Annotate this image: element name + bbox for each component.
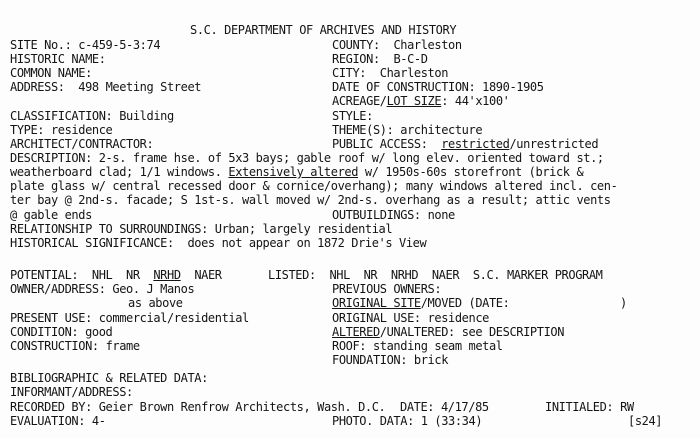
original-site-close: ) <box>620 296 627 310</box>
roof-value: standing seam metal <box>372 339 503 353</box>
present-use-row <box>10 311 249 325</box>
public-access-row <box>332 137 598 151</box>
condition-value: good <box>85 325 113 339</box>
historical-significance-row <box>10 236 426 250</box>
condition-row <box>10 325 112 339</box>
site-no-label: SITE No.: <box>10 38 72 52</box>
unaltered-label: /UNALTERED: <box>379 325 455 339</box>
informant-label: INFORMANT/ADDRESS: <box>10 385 133 399</box>
relationship-row <box>10 222 392 236</box>
sheet-ref: [s24] <box>628 414 663 428</box>
description-line-2a: weatherboard clad; 1/1 windows. <box>10 165 229 179</box>
relationship-value: Urban; largely residential <box>214 222 393 236</box>
listed-naer: NAER <box>431 268 460 282</box>
altered-value: see DESCRIPTION <box>461 325 565 339</box>
potential-nr: NR <box>126 268 140 282</box>
listed-nrhd: NRHD <box>390 268 419 282</box>
common-name-label: COMMON NAME: <box>10 66 92 80</box>
historical-significance-label: HISTORICAL SIGNIFICANCE: <box>10 236 174 250</box>
description-line-2 <box>10 165 583 179</box>
historic-name-label: HISTORIC NAME: <box>10 52 106 66</box>
evaluation-row <box>10 414 106 428</box>
owner-value-2: as above <box>128 296 183 310</box>
owner-row <box>10 282 194 296</box>
foundation-row <box>332 353 448 367</box>
date-construction-row <box>332 80 544 94</box>
date-construction-label: DATE OF CONSTRUCTION: <box>332 80 476 94</box>
present-use-label: PRESENT USE: <box>10 311 92 325</box>
architect-label: ARCHITECT/CONTRACTOR: <box>10 137 154 151</box>
owner-label: OWNER/ADDRESS: <box>10 282 106 296</box>
potential-row <box>10 268 222 282</box>
city-row <box>332 66 448 80</box>
bibliographic-label: BIBLIOGRAPHIC & RELATED DATA: <box>10 371 208 385</box>
themes-label: THEME(S): <box>332 123 394 137</box>
type-label: TYPE: <box>10 123 45 137</box>
altered-label: ALTERED <box>332 325 380 339</box>
themes-value: architecture <box>400 123 483 137</box>
owner-value: Geo. J Manos <box>112 282 195 296</box>
listed-nhl: NHL <box>329 268 350 282</box>
description-line-5: @ gable ends <box>10 208 92 222</box>
foundation-value: brick <box>413 353 449 367</box>
construction-value: frame <box>105 339 140 353</box>
initialed-label: INITIALED: <box>545 400 614 414</box>
acreage-label: ACREAGE/ <box>332 94 387 108</box>
date-value: 4/17/85 <box>440 400 489 414</box>
public-access-label: PUBLIC ACCESS: <box>332 137 428 151</box>
historical-significance-value: does not appear on 1872 Drie's View <box>187 236 427 250</box>
lot-size-label: LOT SIZE <box>386 94 442 108</box>
recorded-by-value: Geier Brown Renfrow Architects, Wash. D.C. <box>98 400 386 414</box>
region-value: B-C-D <box>393 52 428 66</box>
city-value: Charleston <box>379 66 449 80</box>
listed-nr: NR <box>363 268 378 282</box>
region-label: REGION: <box>332 52 380 66</box>
themes-row <box>332 123 482 137</box>
potential-nrhd: NRHD <box>153 268 181 282</box>
evaluation-label: EVALUATION: <box>10 414 86 428</box>
county-row <box>332 38 462 52</box>
listed-row <box>268 268 603 282</box>
type-value: residence <box>50 123 113 137</box>
original-use-label: ORIGINAL USE: <box>332 311 421 325</box>
county-label: COUNTY: <box>332 38 380 52</box>
classification-label: CLASSIFICATION: <box>10 109 113 123</box>
date-construction-value: 1890-1905 <box>482 80 544 94</box>
classification-value: Building <box>119 109 174 123</box>
address-label: ADDRESS: <box>10 80 65 94</box>
acreage-colon: : <box>441 94 449 108</box>
address-row <box>10 80 201 94</box>
potential-nhl: NHL <box>91 268 113 282</box>
initialed-row <box>545 400 634 414</box>
construction-label: CONSTRUCTION: <box>10 339 99 353</box>
original-use-row <box>332 311 489 325</box>
recorded-by-label: RECORDED BY: <box>10 400 92 414</box>
address-value: 498 Meeting Street <box>78 80 202 94</box>
county-value: Charleston <box>393 38 462 52</box>
original-site-label: ORIGINAL SITE <box>332 296 421 310</box>
relationship-label: RELATIONSHIP TO SURROUNDINGS: <box>10 222 208 236</box>
photo-data-label: PHOTO. DATA: <box>332 414 414 428</box>
extensively-altered: Extensively altered <box>228 165 359 179</box>
construction-row <box>10 339 140 353</box>
condition-label: CONDITION: <box>10 325 79 339</box>
outbuildings-value: none <box>427 208 455 222</box>
potential-naer: NAER <box>194 268 222 282</box>
listed-label: LISTED: <box>268 268 316 282</box>
description-line-2c: w/ 1950s-60s storefront (brick & <box>358 165 584 179</box>
roof-row <box>332 339 503 353</box>
listed-marker-program: S.C. MARKER PROGRAM <box>472 268 603 282</box>
date-row <box>400 400 489 414</box>
type-row <box>10 123 112 137</box>
public-access-rest: /unrestricted <box>509 137 599 151</box>
previous-owners-label: PREVIOUS OWNERS: <box>332 282 442 296</box>
acreage-row <box>332 94 509 108</box>
foundation-label: FOUNDATION: <box>332 353 408 367</box>
region-row <box>332 52 428 66</box>
outbuildings-label: OUTBUILDINGS: <box>332 208 421 222</box>
outbuildings-row <box>332 208 455 222</box>
recorded-by-row <box>10 400 385 414</box>
date-label: DATE: <box>400 400 435 414</box>
acreage-value: 44'x100' <box>454 94 510 108</box>
classification-row <box>10 109 174 123</box>
potential-label: POTENTIAL: <box>10 268 79 282</box>
initialed-value: RW <box>620 400 634 414</box>
altered-row <box>332 325 564 339</box>
original-use-value: residence <box>427 311 489 325</box>
style-label: STYLE: <box>332 109 373 123</box>
original-site-row <box>332 296 509 310</box>
description-line-3: plate glass w/ central recessed door & cornice/overhang); many windows altered incl. cen- <box>10 179 618 193</box>
evaluation-value: 4- <box>91 414 106 428</box>
roof-label: ROOF: <box>332 339 367 353</box>
moved-date-label: /MOVED (DATE: <box>420 296 510 310</box>
description-line-4: ter bay @ 2nd-s. facade; S 1st-s. wall moved w/ 2nd-s. overhang as a result; attic vents <box>10 193 611 207</box>
site-no-row <box>10 38 160 52</box>
present-use-value: commercial/residential <box>98 311 249 325</box>
city-label: CITY: <box>332 66 367 80</box>
photo-data-value: 1 (33:34) <box>420 414 483 428</box>
site-no-value: c-459-5-3:74 <box>78 38 161 52</box>
card-header: S.C. DEPARTMENT OF ARCHIVES AND HISTORY <box>190 23 457 37</box>
public-access-selected: restricted <box>441 137 510 151</box>
photo-data-row <box>332 414 482 428</box>
description-line-1: DESCRIPTION: 2-s. frame hse. of 5x3 bays; gable roof w/ long elev. oriented toward st.; <box>10 151 604 165</box>
